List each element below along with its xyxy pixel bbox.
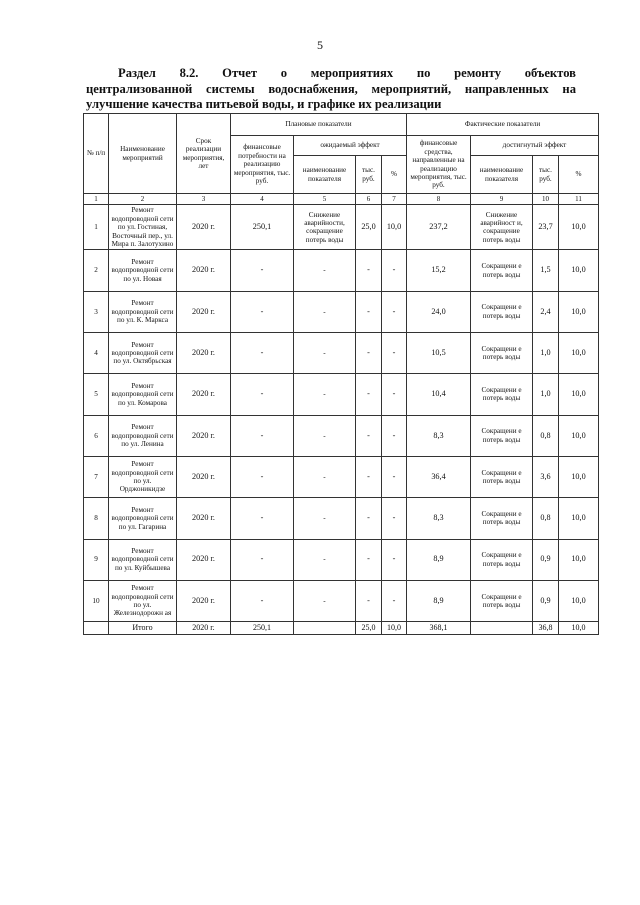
row-num: 4	[84, 333, 109, 374]
table-row	[84, 456, 599, 497]
table-row	[84, 250, 599, 291]
header-achieved-effect: достигнутый эффект	[471, 136, 599, 156]
row-term: 2020 г.	[177, 374, 231, 415]
row-term: 2020 г.	[177, 539, 231, 580]
row-fact-rub: 0,9	[533, 580, 559, 621]
row-plan-pct: -	[382, 415, 407, 456]
row-plan-pct: -	[382, 456, 407, 497]
row-fact-pct: 10,0	[559, 539, 599, 580]
row-plan-pct: -	[382, 333, 407, 374]
row-plan-rub: -	[356, 580, 382, 621]
row-name: Ремонт водопроводной сети по ул. Куйбышева	[109, 539, 177, 580]
row-name: Ремонт водопроводной сети по ул. Ленина	[109, 415, 177, 456]
row-fact-pct: 10,0	[559, 333, 599, 374]
row-fact-effect: Снижение аварийност и, сокращение потерь воды	[471, 205, 533, 250]
column-number: 2	[109, 194, 177, 205]
table-row	[84, 205, 599, 250]
row-plan-effect: -	[294, 415, 356, 456]
row-num: 9	[84, 539, 109, 580]
row-num: 10	[84, 580, 109, 621]
column-number: 6	[356, 194, 382, 205]
table-row	[84, 333, 599, 374]
total-term: 2020 г.	[177, 622, 231, 635]
row-fact-pct: 10,0	[559, 205, 599, 250]
table-row	[84, 498, 599, 539]
header-fact-effect-pct: %	[559, 156, 599, 194]
table-row	[84, 580, 599, 621]
total-fact-effect	[471, 622, 533, 635]
row-plan-effect: -	[294, 498, 356, 539]
row-plan-rub: -	[356, 374, 382, 415]
header-term: Срок реализации мероприятия, лет	[177, 114, 231, 194]
table-row	[84, 415, 599, 456]
row-fact-effect: Сокращени е потерь воды	[471, 333, 533, 374]
row-plan-effect: -	[294, 456, 356, 497]
row-num: 2	[84, 250, 109, 291]
row-name: Ремонт водопроводной сети по ул. Новая	[109, 250, 177, 291]
row-num: 3	[84, 291, 109, 332]
row-plan-pct: -	[382, 250, 407, 291]
row-fact-rub: 0,9	[533, 539, 559, 580]
row-fact-rub: 1,0	[533, 333, 559, 374]
header-expected-effect: ожидаемый эффект	[294, 136, 407, 156]
column-number: 7	[382, 194, 407, 205]
row-fact-effect: Сокращени е потерь воды	[471, 415, 533, 456]
row-fact-pct: 10,0	[559, 374, 599, 415]
row-fact-rub: 0,8	[533, 415, 559, 456]
row-plan-pct: -	[382, 580, 407, 621]
column-number: 5	[294, 194, 356, 205]
row-plan-rub: -	[356, 498, 382, 539]
row-num: 7	[84, 456, 109, 497]
row-plan-pct: -	[382, 498, 407, 539]
row-plan-effect: -	[294, 333, 356, 374]
row-fact-effect: Сокращени е потерь воды	[471, 250, 533, 291]
row-fact-finance: 10,4	[407, 374, 471, 415]
row-fact-rub: 23,7	[533, 205, 559, 250]
row-fact-pct: 10,0	[559, 250, 599, 291]
total-plan-rub: 25,0	[356, 622, 382, 635]
heading-line-2: централизованной системы водоснабжения, мероприятий, направленных на	[86, 81, 576, 96]
row-fact-finance: 237,2	[407, 205, 471, 250]
row-plan-effect: -	[294, 250, 356, 291]
row-plan-effect: -	[294, 374, 356, 415]
row-fact-effect: Сокращени е потерь воды	[471, 456, 533, 497]
row-plan-finance: -	[231, 456, 294, 497]
row-plan-effect: -	[294, 539, 356, 580]
total-plan-finance: 250,1	[231, 622, 294, 635]
row-fact-finance: 8,3	[407, 415, 471, 456]
row-fact-pct: 10,0	[559, 456, 599, 497]
header-num: № п/п	[84, 114, 109, 194]
total-row	[84, 622, 599, 635]
row-num: 8	[84, 498, 109, 539]
row-fact-rub: 2,4	[533, 291, 559, 332]
row-fact-pct: 10,0	[559, 291, 599, 332]
header-plan-effect-rub: тыс. руб.	[356, 156, 382, 194]
column-number: 8	[407, 194, 471, 205]
table-foot	[84, 622, 599, 635]
total-fact-finance: 368,1	[407, 622, 471, 635]
page-number: 5	[317, 38, 323, 52]
row-plan-finance: 250,1	[231, 205, 294, 250]
header-plan-effect-name: наименование показателя	[294, 156, 356, 194]
row-name: Ремонт водопроводной сети по ул. Гагарина	[109, 498, 177, 539]
row-fact-effect: Сокращени е потерь воды	[471, 291, 533, 332]
row-num: 6	[84, 415, 109, 456]
row-plan-finance: -	[231, 498, 294, 539]
row-fact-finance: 8,9	[407, 580, 471, 621]
section-heading	[86, 66, 576, 113]
header-fact-effect-name: наименование показателя	[471, 156, 533, 194]
column-number-row	[84, 194, 599, 205]
row-plan-rub: -	[356, 415, 382, 456]
row-fact-rub: 0,8	[533, 498, 559, 539]
row-plan-finance: -	[231, 374, 294, 415]
row-plan-rub: -	[356, 250, 382, 291]
row-plan-finance: -	[231, 539, 294, 580]
total-plan-effect	[294, 622, 356, 635]
row-term: 2020 г.	[177, 498, 231, 539]
header-fact-effect-rub: тыс. руб.	[533, 156, 559, 194]
column-number: 1	[84, 194, 109, 205]
header-name: Наименование мероприятий	[109, 114, 177, 194]
row-name: Ремонт водопроводной сети по ул. Орджоникидзе	[109, 456, 177, 497]
total-num	[84, 622, 109, 635]
row-name: Ремонт водопроводной сети по ул. Октябрьская	[109, 333, 177, 374]
row-plan-finance: -	[231, 250, 294, 291]
row-plan-effect: -	[294, 580, 356, 621]
column-number: 3	[177, 194, 231, 205]
row-fact-finance: 24,0	[407, 291, 471, 332]
column-number: 4	[231, 194, 294, 205]
row-fact-effect: Сокращени е потерь воды	[471, 580, 533, 621]
row-fact-effect: Сокращени е потерь воды	[471, 539, 533, 580]
report-table	[83, 113, 599, 635]
row-fact-rub: 1,0	[533, 374, 559, 415]
row-fact-finance: 36,4	[407, 456, 471, 497]
row-plan-finance: -	[231, 291, 294, 332]
column-number: 9	[471, 194, 533, 205]
row-plan-finance: -	[231, 333, 294, 374]
table-body	[84, 205, 599, 622]
row-term: 2020 г.	[177, 415, 231, 456]
row-plan-effect: Снижение аварийности, сокращение потерь воды	[294, 205, 356, 250]
row-fact-rub: 1,5	[533, 250, 559, 291]
row-fact-rub: 3,6	[533, 456, 559, 497]
row-name: Ремонт водопроводной сети по ул. К. Маркса	[109, 291, 177, 332]
row-plan-effect: -	[294, 291, 356, 332]
row-term: 2020 г.	[177, 580, 231, 621]
row-term: 2020 г.	[177, 291, 231, 332]
table-row	[84, 291, 599, 332]
row-fact-pct: 10,0	[559, 580, 599, 621]
row-plan-pct: -	[382, 539, 407, 580]
total-plan-pct: 10,0	[382, 622, 407, 635]
column-number: 11	[559, 194, 599, 205]
row-plan-pct: -	[382, 291, 407, 332]
header-plan-effect-pct: %	[382, 156, 407, 194]
row-plan-pct: -	[382, 374, 407, 415]
header-plan-finance: финансовые потребности на реализацию мероприятия, тыс. руб.	[231, 136, 294, 194]
row-fact-finance: 8,3	[407, 498, 471, 539]
row-term: 2020 г.	[177, 205, 231, 250]
row-term: 2020 г.	[177, 333, 231, 374]
table-row	[84, 374, 599, 415]
total-label: Итого	[109, 622, 177, 635]
header-actual: Фактические показатели	[407, 114, 599, 136]
row-name: Ремонт водопроводной сети по ул. Железнодорожн ая	[109, 580, 177, 621]
heading-line-3: улучшение качества питьевой воды, и графике их реализации	[86, 97, 442, 111]
row-fact-effect: Сокращени е потерь воды	[471, 498, 533, 539]
row-term: 2020 г.	[177, 456, 231, 497]
table-head	[84, 114, 599, 205]
row-plan-rub: -	[356, 456, 382, 497]
row-name: Ремонт водопроводной сети по ул. Комарова	[109, 374, 177, 415]
row-fact-pct: 10,0	[559, 415, 599, 456]
row-fact-finance: 15,2	[407, 250, 471, 291]
total-fact-rub: 36,8	[533, 622, 559, 635]
row-num: 1	[84, 205, 109, 250]
row-plan-rub: -	[356, 539, 382, 580]
row-fact-pct: 10,0	[559, 498, 599, 539]
header-planned: Плановые показатели	[231, 114, 407, 136]
row-plan-pct: 10,0	[382, 205, 407, 250]
row-fact-finance: 10,5	[407, 333, 471, 374]
row-num: 5	[84, 374, 109, 415]
row-plan-rub: -	[356, 291, 382, 332]
heading-line-1: Раздел 8.2. Отчет о мероприятиях по ремонту объектов	[118, 66, 576, 80]
row-plan-finance: -	[231, 580, 294, 621]
table-row	[84, 539, 599, 580]
total-fact-pct: 10,0	[559, 622, 599, 635]
row-fact-finance: 8,9	[407, 539, 471, 580]
row-fact-effect: Сокращени е потерь воды	[471, 374, 533, 415]
row-term: 2020 г.	[177, 250, 231, 291]
row-name: Ремонт водопроводной сети по ул. Гостиная, Восточный пер., ул. Мира п. Залотухино	[109, 205, 177, 250]
row-plan-rub: 25,0	[356, 205, 382, 250]
row-plan-finance: -	[231, 415, 294, 456]
row-plan-rub: -	[356, 333, 382, 374]
header-fact-finance: финансовые средства, направленные на реализацию мероприятия, тыс. руб.	[407, 136, 471, 194]
column-number: 10	[533, 194, 559, 205]
